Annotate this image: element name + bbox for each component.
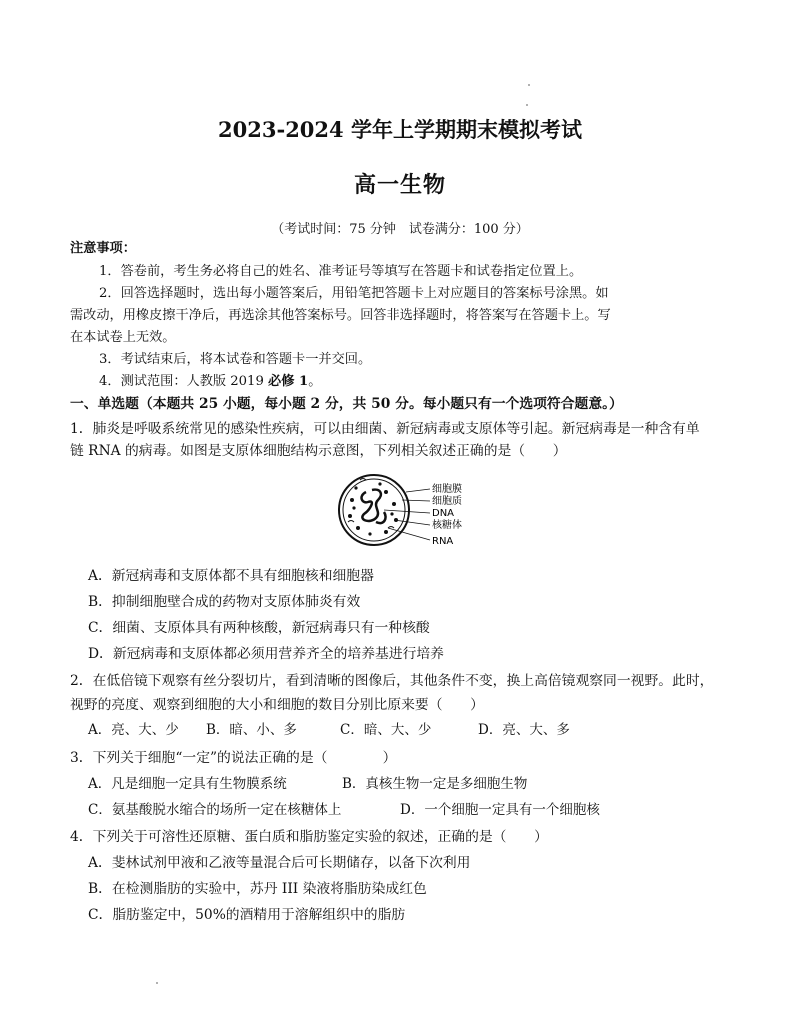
q2-option-d: D．亮、大、多 xyxy=(478,722,570,738)
exam-title: 2023-2024 学年上学期期末模拟考试 xyxy=(218,117,582,142)
q2-stem-line-2: 视野的亮度、观察到细胞的大小和细胞的数目分别比原来要（ ） xyxy=(70,697,484,713)
cell-outer-membrane xyxy=(339,475,409,545)
q3-stem: 3．下列关于细胞“一定”的说法正确的是（ ） xyxy=(70,750,397,766)
q1-option-c: C．细菌、支原体具有两种核酸，新冠病毒只有一种核酸 xyxy=(88,620,430,636)
q1-stem-line-2: 链 RNA 的病毒。如图是支原体细胞结构示意图，下列相关叙述正确的是（ ） xyxy=(70,443,567,459)
label-rna: RNA xyxy=(432,536,454,547)
section-1-heading: 一、单选题（本题共 25 小题，每小题 2 分，共 50 分。每小题只有一个选项符合题意。） xyxy=(70,396,623,412)
q4-stem: 4．下列关于可溶性还原糖、蛋白质和脂肪鉴定实验的叙述，正确的是（ ） xyxy=(70,829,548,845)
notes-heading: 注意事项： xyxy=(70,241,136,256)
q2-option-b: B．暗、小、多 xyxy=(206,722,297,738)
note-item-2-line-2: 需改动，用橡皮擦干净后，再选涂其他答案标号。回答非选择题时，将答案写在答题卡上。写 xyxy=(70,308,611,323)
scan-speck xyxy=(528,84,530,86)
q3-option-b: B．真核生物一定是多细胞生物 xyxy=(342,776,528,792)
note-item-4-text: 4．测试范围：人教版 2019 xyxy=(99,374,269,389)
label-dna: DNA xyxy=(432,508,455,519)
scan-speck xyxy=(526,104,528,106)
q1-option-b: B．抑制细胞壁合成的药物对支原体肺炎有效 xyxy=(88,594,361,610)
note-item-2-line-3: 在本试卷上无效。 xyxy=(70,330,176,345)
note-item-4 xyxy=(99,374,321,390)
q2-option-c: C．暗、大、少 xyxy=(340,722,432,738)
note-item-4-scope: 必修 1 xyxy=(268,374,309,389)
scan-speck xyxy=(156,982,158,984)
q1-option-d: D．新冠病毒和支原体都必须用营养齐全的培养基进行培养 xyxy=(88,646,444,662)
subject-title: 高一生物 xyxy=(353,172,446,198)
mycoplasma-cell-diagram xyxy=(336,470,486,550)
q4-option-b: B．在检测脂肪的实验中，苏丹 III 染液将脂肪染成红色 xyxy=(88,881,427,897)
label-cytoplasm: 细胞质 xyxy=(432,496,462,507)
q3-option-c: C．氨基酸脱水缩合的场所一定在核糖体上 xyxy=(88,802,342,818)
q1-stem-line-1: 1．肺炎是呼吸系统常见的感染性疾病，可以由细菌、新冠病毒或支原体等引起。新冠病毒是一种含有单 xyxy=(70,421,700,437)
q4-option-c: C．脂肪鉴定中，50%的酒精用于溶解组织中的脂肪 xyxy=(88,907,406,923)
q2-stem-line-1: 2．在低倍镜下观察有丝分裂切片，看到清晰的图像后，其他条件不变，换上高倍镜观察同一视野。此时， xyxy=(70,673,714,689)
label-cell-membrane: 细胞膜 xyxy=(432,484,462,495)
q1-option-a: A．新冠病毒和支原体都不具有细胞核和细胞器 xyxy=(88,568,374,584)
note-item-4-end: 。 xyxy=(308,374,322,389)
note-item-2-line-1: 2．回答选择题时，选出每小题答案后，用铅笔把答题卡上对应题目的答案标号涂黑。如 xyxy=(99,286,609,301)
note-item-3: 3．考试结束后，将本试卷和答题卡一并交回。 xyxy=(99,352,372,367)
note-item-1: 1．答卷前，考生务必将自己的姓名、准考证号等填写在答题卡和试卷指定位置上。 xyxy=(99,264,583,279)
dna-strand xyxy=(362,490,386,523)
q4-option-a: A．斐林试剂甲液和乙液等量混合后可长期储存，以备下次利用 xyxy=(88,855,471,871)
q3-option-d: D．一个细胞一定具有一个细胞核 xyxy=(400,802,600,818)
q3-option-a: A．凡是细胞一定具有生物膜系统 xyxy=(88,776,287,792)
q2-option-a: A．亮、大、少 xyxy=(88,722,179,738)
cell-inner-membrane xyxy=(343,479,405,541)
label-ribosome: 核糖体 xyxy=(432,520,462,531)
exam-info: （考试时间：75 分钟 试卷满分：100 分） xyxy=(271,222,529,237)
